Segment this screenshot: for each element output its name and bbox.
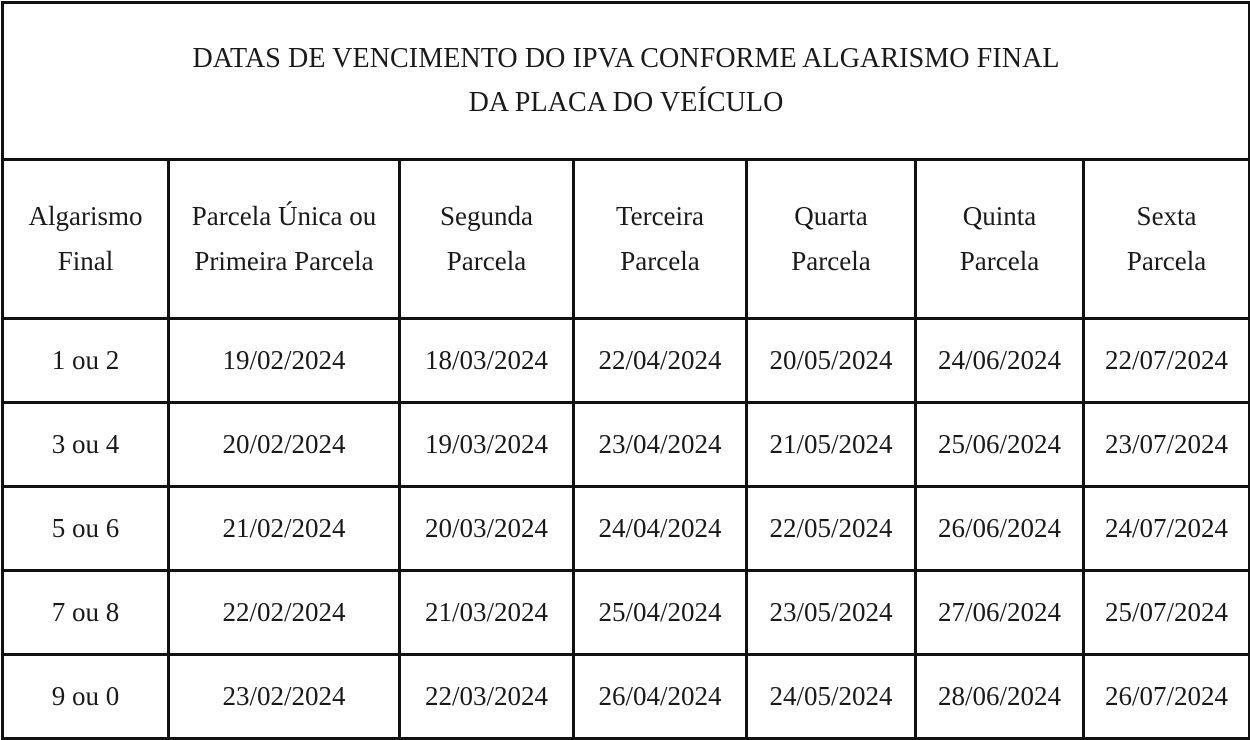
table-cell-date: 21/02/2024 <box>169 487 400 571</box>
table-cell-date: 23/02/2024 <box>169 655 400 739</box>
header-line-2: Parcela <box>1126 246 1207 276</box>
table-title-line-1: DATAS DE VENCIMENTO DO IPVA CONFORME ALGARISMO FINAL <box>192 43 1060 74</box>
header-quarta-parcela <box>747 160 916 319</box>
header-line-2: Final <box>57 246 114 276</box>
table-cell-date: 24/04/2024 <box>574 487 747 571</box>
table-cell-date: 18/03/2024 <box>400 319 574 403</box>
header-quinta-parcela <box>916 160 1084 319</box>
table-cell-date: 22/05/2024 <box>747 487 916 571</box>
table-row <box>3 403 1250 487</box>
table-cell-algarismo: 9 ou 0 <box>3 655 169 739</box>
table-cell-date: 22/04/2024 <box>574 319 747 403</box>
table-cell-date: 23/07/2024 <box>1084 403 1250 487</box>
table-cell-date: 26/06/2024 <box>916 487 1084 571</box>
table-cell-algarismo: 3 ou 4 <box>3 403 169 487</box>
table-cell-date: 22/02/2024 <box>169 571 400 655</box>
table-row <box>3 487 1250 571</box>
header-line-1: Quinta <box>962 201 1037 231</box>
table-cell-algarismo: 1 ou 2 <box>3 319 169 403</box>
header-line-1: Algarismo <box>28 201 143 231</box>
table-row <box>3 655 1250 739</box>
header-line-2: Parcela <box>446 246 527 276</box>
table-cell-date: 20/02/2024 <box>169 403 400 487</box>
header-sexta-parcela <box>1084 160 1250 319</box>
table-cell-date: 23/04/2024 <box>574 403 747 487</box>
header-algarismo-final <box>3 160 169 319</box>
table-cell-algarismo: 7 ou 8 <box>3 571 169 655</box>
header-segunda-parcela <box>400 160 574 319</box>
ipva-due-dates-table <box>1 1 1250 740</box>
header-line-1: Sexta <box>1136 201 1197 231</box>
table-cell-date: 19/02/2024 <box>169 319 400 403</box>
table-cell-date: 22/03/2024 <box>400 655 574 739</box>
table-cell-date: 24/05/2024 <box>747 655 916 739</box>
table-cell-date: 19/03/2024 <box>400 403 574 487</box>
table-cell-date: 20/05/2024 <box>747 319 916 403</box>
header-line-2: Primeira Parcela <box>194 246 374 276</box>
table-row <box>3 571 1250 655</box>
table-cell-date: 28/06/2024 <box>916 655 1084 739</box>
header-line-1: Terceira <box>615 201 705 231</box>
header-line-2: Parcela <box>620 246 700 276</box>
table-title <box>3 3 1250 160</box>
header-line-2: Parcela <box>959 246 1040 276</box>
header-line-1: Quarta <box>794 201 868 231</box>
table-cell-date: 21/03/2024 <box>400 571 574 655</box>
table-cell-date: 26/07/2024 <box>1084 655 1250 739</box>
table-row <box>3 319 1250 403</box>
table-cell-date: 20/03/2024 <box>400 487 574 571</box>
table-cell-date: 25/06/2024 <box>916 403 1084 487</box>
table-cell-date: 24/06/2024 <box>916 319 1084 403</box>
table-title-line-2: DA PLACA DO VEÍCULO <box>468 87 784 118</box>
header-line-2: Parcela <box>791 246 871 276</box>
table-cell-date: 25/04/2024 <box>574 571 747 655</box>
table-cell-date: 26/04/2024 <box>574 655 747 739</box>
header-parcela-unica <box>169 160 400 319</box>
table-cell-date: 21/05/2024 <box>747 403 916 487</box>
table-cell-date: 27/06/2024 <box>916 571 1084 655</box>
title-row <box>3 3 1250 160</box>
table-cell-date: 24/07/2024 <box>1084 487 1250 571</box>
header-terceira-parcela <box>574 160 747 319</box>
header-line-1: Parcela Única ou <box>191 201 377 231</box>
table-cell-date: 23/05/2024 <box>747 571 916 655</box>
table-cell-algarismo: 5 ou 6 <box>3 487 169 571</box>
table-cell-date: 25/07/2024 <box>1084 571 1250 655</box>
table-cell-date: 22/07/2024 <box>1084 319 1250 403</box>
header-line-1: Segunda <box>440 201 533 231</box>
header-row <box>3 160 1250 319</box>
